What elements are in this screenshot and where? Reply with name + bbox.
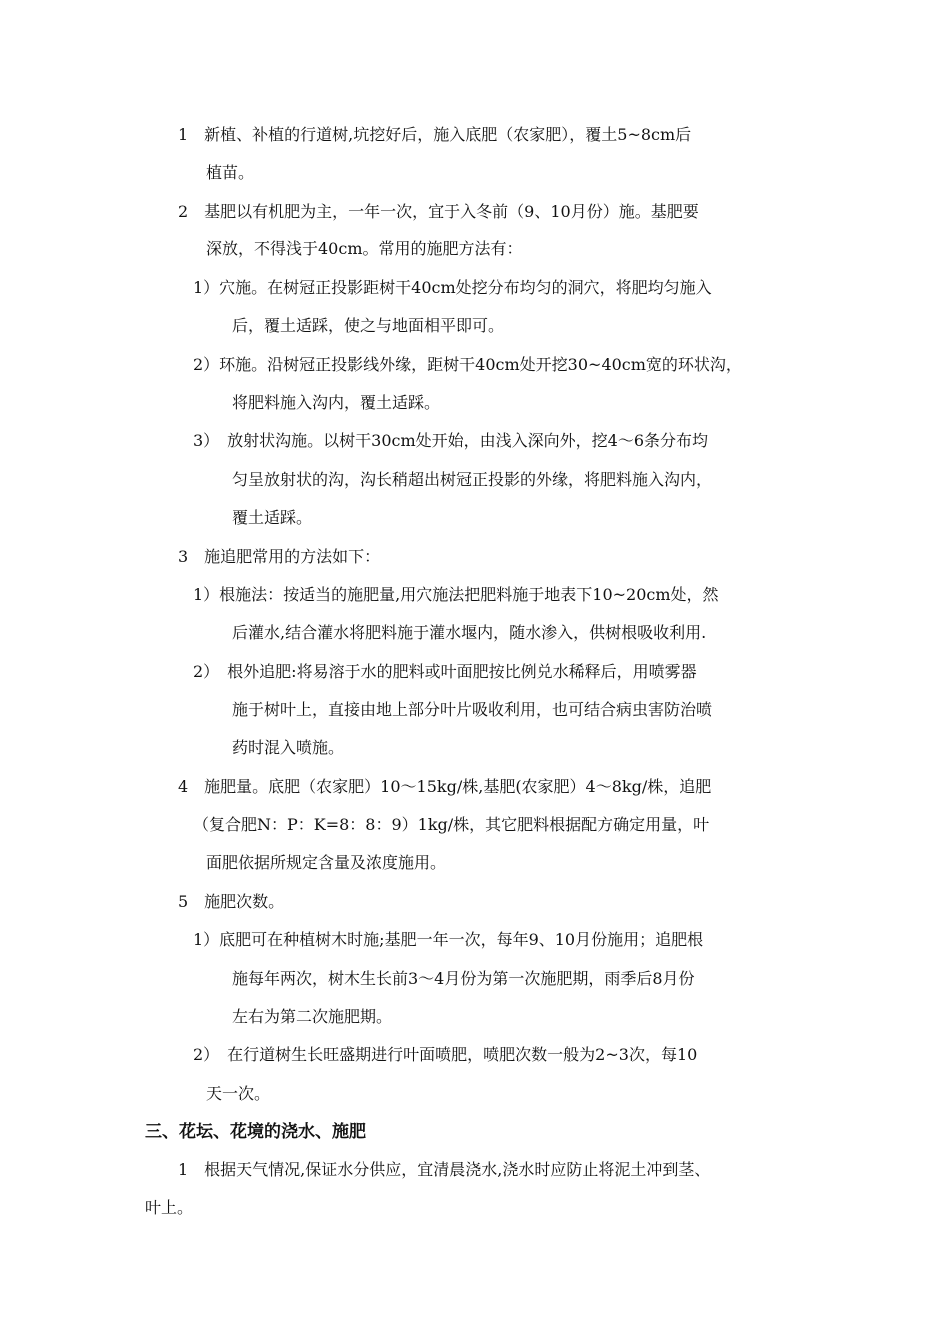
text-line: 药时混入喷施。 (232, 738, 345, 757)
text-line: 将肥料施入沟内，覆土适踩。 (232, 393, 441, 412)
text-line: （复合肥N：P：K=8：8：9）1kg/株，其它肥料根据配方确定用量，叶 (193, 815, 710, 834)
text-line: 1 新植、补植的行道树,坑挖好后，施入底肥（农家肥），覆土5~8cm后 (178, 125, 692, 144)
text-line: 面肥依据所规定含量及浓度施用。 (206, 853, 447, 872)
text-line: 叶上。 (145, 1198, 194, 1217)
text-line: 施每年两次，树木生长前3～4月份为第一次施肥期，雨季后8月份 (232, 969, 695, 988)
text-line: 覆土适踩。 (232, 508, 313, 527)
text-line: 2） 根外追肥:将易溶于水的肥料或叶面肥按比例兑水稀释后，用喷雾器 (193, 662, 697, 681)
text-line: 天一次。 (206, 1084, 271, 1103)
text-line: 3） 放射状沟施。以树干30cm处开始，由浅入深向外，挖4～6条分布均 (193, 431, 709, 450)
text-line: 3 施追肥常用的方法如下： (178, 547, 381, 566)
section-heading: 三、花坛、花境的浇水、施肥 (145, 1122, 366, 1142)
text-line: 植苗。 (206, 163, 255, 182)
text-line: 匀呈放射状的沟，沟长稍超出树冠正投影的外缘，将肥料施入沟内， (232, 470, 713, 489)
text-line: 后，覆土适踩，使之与地面相平即可。 (232, 316, 505, 335)
text-line: 1）底肥可在种植树木时施;基肥一年一次，每年9、10月份施用；追肥根 (193, 930, 704, 949)
text-line: 左右为第二次施肥期。 (232, 1007, 393, 1026)
text-line: 4 施肥量。底肥（农家肥）10～15kg/株,基肥(农家肥）4～8kg/株，追肥 (178, 777, 712, 796)
text-line: 1）根施法：按适当的施肥量,用穴施法把肥料施于地表下10~20cm处，然 (193, 585, 719, 604)
text-line: 2）环施。沿树冠正投影线外缘，距树干40cm处开挖30~40cm宽的环状沟， (193, 355, 742, 374)
text-line: 2 基肥以有机肥为主，一年一次，宜于入冬前（9、10月份）施。基肥要 (178, 202, 699, 221)
text-line: 1 根据天气情况,保证水分供应，宜清晨浇水,浇水时应防止将泥土冲到茎、 (178, 1160, 711, 1179)
text-line: 后灌水,结合灌水将肥料施于灌水堰内，随水渗入，供树根吸收利用. (232, 623, 707, 642)
text-line: 施于树叶上，直接由地上部分叶片吸收利用，也可结合病虫害防治喷 (232, 700, 713, 719)
text-line: 深放，不得浅于40cm。常用的施肥方法有： (206, 239, 523, 258)
text-line: 2） 在行道树生长旺盛期进行叶面喷肥，喷肥次数一般为2~3次，每10 (193, 1045, 698, 1064)
text-line: 5 施肥次数。 (178, 892, 285, 911)
text-line: 1）穴施。在树冠正投影距树干40cm处挖分布均匀的洞穴，将肥均匀施入 (193, 278, 712, 297)
